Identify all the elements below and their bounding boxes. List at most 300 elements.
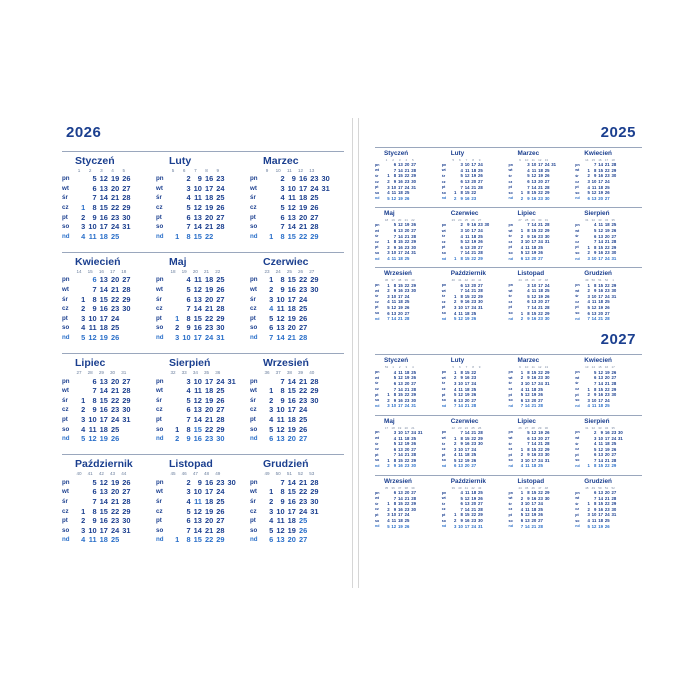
weekday-label: wt	[250, 184, 257, 192]
day-cell: 20	[598, 195, 604, 201]
weekday-label: śr	[375, 294, 379, 299]
day-cell: 15	[531, 369, 537, 375]
day-cell	[224, 507, 235, 516]
day-cell: 3	[520, 239, 524, 245]
day-number-group	[517, 387, 550, 392]
day-cell	[416, 441, 423, 446]
day-cell: 13	[193, 405, 202, 415]
weekday-label: śr	[508, 173, 512, 178]
day-cell: 15	[287, 487, 296, 497]
day-cell: 6	[393, 228, 397, 234]
day-cell: 1	[387, 282, 390, 288]
day-cell: 18	[99, 424, 108, 434]
day-cell: 12	[524, 392, 530, 398]
weekday-label: wt	[375, 496, 379, 501]
week-number: 29	[98, 370, 104, 376]
weekday-row	[250, 396, 338, 406]
day-cell: 25	[544, 167, 550, 173]
day-cell: 24	[216, 183, 225, 193]
week-number: 48	[544, 485, 549, 490]
day-cell: 26	[604, 190, 610, 196]
day-cell: 20	[110, 275, 120, 285]
day-cell: 10	[591, 397, 597, 403]
day-cell: 5	[81, 333, 86, 343]
day-cell: 9	[460, 441, 463, 447]
day-cell: 12	[99, 477, 108, 487]
day-cell: 5	[520, 392, 524, 398]
day-cell: 29	[122, 506, 131, 516]
day-cell: 10	[391, 512, 397, 518]
day-cell: 16	[464, 375, 470, 381]
day-cell: 30	[544, 316, 550, 322]
day-cell: 17	[404, 429, 410, 435]
day-cell: 12	[591, 190, 597, 196]
day-cell: 13	[276, 434, 285, 444]
month-name: Styczeń	[384, 357, 409, 365]
week-number: 52	[604, 278, 609, 283]
quarter-row	[375, 354, 642, 408]
day-number-group	[517, 370, 550, 375]
day-cell: 9	[280, 285, 285, 295]
week-number: 23	[451, 218, 455, 223]
day-cell: 8	[460, 369, 463, 375]
day-cell: 3	[280, 183, 285, 193]
day-cell: 8	[594, 167, 597, 173]
day-cell: 5	[594, 369, 597, 375]
week-number: 4	[412, 365, 414, 370]
day-cell: 22	[204, 424, 214, 434]
week-number: 44	[518, 278, 522, 283]
day-cell: 29	[411, 392, 416, 398]
day-cell: 4	[387, 256, 390, 262]
day-cell: 3	[387, 250, 390, 256]
day-cell: 26	[411, 441, 416, 447]
day-cell: 13	[598, 233, 604, 239]
week-number: 13	[309, 168, 315, 173]
day-cell: 12	[524, 250, 530, 256]
weekday-label: cz	[375, 239, 379, 244]
day-cell: 10	[524, 501, 530, 507]
day-cell: 27	[538, 518, 543, 524]
day-cell: 28	[538, 523, 543, 529]
day-cell: 3	[453, 446, 457, 452]
day-cell: 2	[269, 395, 274, 405]
day-cell	[517, 283, 524, 288]
day-cell: 27	[471, 463, 477, 469]
day-cell	[224, 535, 235, 544]
day-cell: 28	[471, 403, 477, 409]
day-cell: 9	[460, 299, 463, 305]
day-cell: 15	[464, 369, 470, 375]
day-cell	[119, 232, 130, 241]
day-number-group	[383, 250, 416, 255]
day-cell: 14	[598, 457, 604, 463]
day-cell: 9	[92, 212, 97, 222]
week-number: 13	[544, 158, 549, 162]
day-number-group	[74, 203, 130, 212]
day-number-group	[583, 190, 616, 195]
day-cell: 4	[393, 435, 397, 441]
day-cell: 7	[393, 452, 397, 458]
week-number: 28	[524, 218, 529, 223]
month-name: Wrzesień	[384, 477, 412, 485]
weekday-label: cz	[156, 204, 163, 212]
day-cell	[517, 436, 524, 441]
day-cell: 31	[310, 506, 319, 516]
day-number-group	[583, 430, 623, 435]
day-cell: 11	[464, 233, 470, 239]
day-number-group	[168, 516, 236, 525]
weekday-label: cz	[62, 204, 69, 212]
day-cell: 15	[398, 239, 403, 245]
day-cell: 6	[280, 212, 285, 222]
day-cell: 30	[310, 395, 319, 405]
day-cell: 28	[611, 380, 617, 386]
day-cell: 17	[398, 250, 403, 256]
day-number-group	[450, 294, 483, 299]
weekday-label: wt	[575, 168, 580, 173]
weekday-label: so	[156, 526, 164, 534]
day-cell: 15	[598, 463, 604, 469]
weekday-label: nd	[250, 232, 258, 240]
day-cell: 22	[204, 313, 214, 323]
day-cell: 12	[193, 506, 202, 516]
day-cell: 7	[92, 193, 97, 203]
weekday-label: pt	[62, 517, 68, 525]
year-heading-next: 2027	[600, 331, 636, 349]
day-cell: 30	[477, 299, 483, 305]
day-cell: 31	[477, 523, 483, 529]
day-number-group	[74, 333, 130, 342]
day-cell: 26	[471, 316, 477, 322]
day-cell: 30	[122, 212, 131, 222]
day-number-group	[74, 314, 130, 323]
day-cell: 17	[531, 457, 537, 463]
day-number-group	[583, 288, 616, 293]
weekday-label: so	[62, 324, 70, 332]
day-cell: 8	[460, 256, 463, 262]
day-cell: 13	[591, 310, 597, 316]
day-cell: 15	[598, 386, 604, 392]
day-cell: 6	[393, 446, 397, 452]
weekday-label: pn	[375, 222, 380, 227]
day-cell: 2	[175, 323, 180, 333]
day-cell: 31	[551, 162, 557, 168]
day-cell: 29	[411, 282, 416, 288]
day-cell: 27	[471, 397, 477, 403]
weekday-label: śr	[575, 173, 579, 178]
week-number: 42	[471, 485, 475, 490]
day-cell	[119, 434, 130, 443]
day-number-group	[383, 316, 416, 321]
day-cell: 25	[538, 463, 543, 469]
day-cell	[262, 203, 273, 212]
day-cell: 3	[460, 162, 463, 168]
month-block	[442, 478, 509, 529]
day-cell: 3	[175, 333, 180, 343]
day-cell: 14	[398, 495, 403, 501]
weekday-label: nd	[250, 536, 258, 544]
day-cell: 12	[88, 434, 97, 444]
day-cell: 23	[538, 195, 543, 201]
day-cell: 2	[520, 452, 524, 458]
day-cell	[610, 299, 617, 304]
day-cell: 4	[269, 304, 274, 314]
weekday-label: pn	[375, 370, 380, 375]
weekday-label: nd	[508, 256, 513, 261]
day-cell: 6	[186, 294, 191, 304]
day-cell: 8	[92, 294, 97, 304]
day-cell: 20	[471, 282, 477, 288]
day-cell: 11	[464, 167, 470, 173]
weekday-label: pn	[575, 370, 580, 375]
day-number-group	[168, 285, 224, 294]
weekday-label: pt	[441, 452, 446, 457]
weekday-label: pn	[575, 490, 580, 495]
day-cell: 2	[587, 392, 590, 398]
day-cell: 15	[531, 190, 537, 196]
day-cell: 26	[604, 523, 610, 529]
month-block	[156, 256, 250, 342]
day-cell: 26	[611, 369, 617, 375]
day-cell: 24	[204, 333, 214, 343]
day-cell: 21	[471, 288, 477, 294]
day-cell	[168, 507, 179, 516]
month-name: Listopad	[517, 270, 545, 278]
day-number-group	[168, 434, 236, 443]
day-cell: 16	[604, 429, 610, 435]
day-cell: 26	[122, 174, 131, 184]
day-cell: 4	[520, 463, 524, 469]
day-cell: 17	[464, 304, 470, 310]
day-cell: 26	[404, 523, 410, 529]
day-cell	[74, 377, 85, 386]
day-cell: 28	[477, 288, 483, 294]
month-block	[575, 270, 642, 321]
weekday-row	[509, 316, 573, 322]
day-cell: 22	[298, 231, 308, 241]
weekday-label: cz	[441, 507, 446, 512]
day-cell: 1	[520, 446, 524, 452]
month-block	[375, 357, 442, 408]
day-cell: 13	[398, 162, 403, 168]
weekday-label: pt	[62, 415, 68, 423]
day-number-group	[383, 370, 416, 375]
day-cell: 14	[193, 525, 202, 535]
day-cell: 29	[310, 275, 319, 285]
day-cell	[74, 184, 85, 193]
day-cell: 11	[525, 506, 530, 512]
day-cell: 12	[598, 446, 604, 452]
weekday-row	[250, 294, 338, 304]
weekday-label: nd	[575, 196, 580, 201]
weekday-label: nd	[156, 536, 164, 544]
day-cell: 6	[393, 162, 397, 168]
day-number-group	[168, 304, 224, 313]
day-cell: 19	[398, 523, 403, 529]
day-number-group	[450, 239, 490, 244]
day-cell: 3	[81, 414, 86, 424]
weekday-row	[250, 415, 338, 425]
day-cell	[543, 507, 550, 512]
day-cell: 5	[594, 228, 597, 234]
day-cell: 13	[524, 397, 530, 403]
day-number-group	[383, 392, 416, 397]
day-cell: 15	[464, 293, 470, 299]
day-cell: 21	[471, 429, 477, 435]
day-cell: 6	[453, 397, 457, 403]
week-number: 51	[598, 278, 602, 283]
day-cell: 7	[594, 239, 597, 245]
week-number: 2	[398, 365, 401, 370]
day-cell	[383, 375, 390, 380]
day-cell: 8	[92, 506, 97, 516]
week-number: 36	[264, 370, 270, 376]
day-cell: 18	[471, 167, 477, 173]
day-cell: 25	[477, 490, 483, 496]
day-cell: 16	[193, 323, 202, 333]
day-cell: 5	[393, 375, 397, 381]
day-cell: 11	[276, 516, 285, 526]
day-cell: 30	[544, 375, 550, 381]
day-cell: 27	[411, 162, 416, 168]
week-number: 11	[531, 158, 535, 162]
week-number: 42	[464, 278, 469, 283]
day-cell: 7	[92, 496, 97, 506]
weekday-row	[156, 174, 244, 184]
day-cell: 3	[269, 506, 274, 516]
weekday-row	[250, 386, 338, 396]
day-cell: 4	[387, 190, 390, 196]
day-cell: 19	[404, 375, 410, 381]
week-number: 18	[391, 425, 395, 430]
day-cell: 28	[604, 316, 610, 322]
weekday-label: pt	[62, 213, 68, 221]
week-number: 9	[519, 365, 521, 370]
day-cell: 16	[464, 441, 470, 447]
day-cell: 23	[611, 429, 617, 435]
weekday-row	[156, 275, 244, 285]
day-cell: 23	[110, 212, 120, 222]
day-cell	[409, 190, 416, 195]
day-cell	[476, 196, 483, 201]
day-number-group	[74, 487, 130, 496]
day-cell: 4	[460, 167, 463, 173]
day-number-group	[517, 196, 557, 201]
day-cell: 22	[538, 310, 543, 316]
weekday-row	[509, 196, 573, 202]
week-number: 19	[181, 269, 187, 275]
day-cell	[168, 304, 179, 313]
day-cell: 13	[464, 282, 470, 288]
day-cell: 14	[598, 239, 604, 245]
day-number-group	[517, 288, 550, 293]
day-cell	[583, 458, 590, 463]
week-number: 47	[192, 471, 198, 477]
month-name: Marzec	[517, 150, 540, 157]
day-cell	[476, 375, 483, 380]
day-cell: 20	[604, 233, 610, 239]
week-number: 31	[585, 425, 589, 430]
day-cell	[616, 447, 623, 452]
day-cell: 21	[604, 380, 610, 386]
week-number: 38	[404, 485, 408, 490]
day-cell	[213, 232, 224, 241]
day-cell: 11	[398, 369, 403, 375]
weekday-label: wt	[375, 288, 379, 293]
week-number: 52	[298, 471, 304, 477]
day-cell: 1	[520, 369, 524, 375]
day-number-group	[383, 452, 423, 457]
day-cell: 12	[591, 304, 597, 310]
weekday-row	[250, 487, 338, 497]
day-cell: 17	[99, 525, 108, 535]
day-cell: 27	[216, 212, 225, 222]
week-number: 32	[591, 218, 596, 223]
day-cell: 15	[398, 173, 403, 179]
weekday-label: śr	[156, 194, 162, 202]
day-cell: 11	[194, 275, 202, 285]
day-cell	[74, 487, 85, 496]
day-cell: 3	[81, 313, 86, 323]
day-cell: 27	[298, 323, 308, 333]
day-number-group	[517, 507, 550, 512]
weekday-label: cz	[508, 299, 513, 304]
day-cell: 19	[398, 195, 403, 201]
day-number-group	[583, 392, 616, 397]
day-cell: 10	[88, 222, 97, 232]
day-cell: 1	[175, 424, 180, 434]
month-block	[509, 357, 576, 408]
day-cell: 4	[453, 310, 457, 316]
day-cell: 12	[391, 304, 397, 310]
day-cell: 11	[598, 441, 604, 447]
day-cell: 4	[460, 233, 463, 239]
day-cell: 16	[464, 299, 470, 305]
weekday-label: nd	[375, 196, 380, 201]
day-cell	[476, 463, 483, 468]
weekday-label: pt	[250, 415, 256, 423]
day-cell: 6	[269, 434, 274, 444]
weekday-label: pt	[375, 392, 379, 397]
day-cell: 21	[604, 457, 610, 463]
week-number: 13	[585, 365, 589, 370]
weekday-label: cz	[62, 406, 69, 414]
day-number-group	[74, 497, 130, 506]
day-number-group	[383, 496, 416, 501]
day-cell: 2	[269, 496, 274, 506]
day-cell: 4	[587, 518, 590, 524]
day-number-group	[517, 299, 550, 304]
month-block	[442, 150, 509, 201]
day-cell	[307, 405, 318, 414]
quarter-row	[375, 267, 642, 321]
month-name: Czerwiec	[450, 417, 479, 425]
day-cell: 12	[598, 369, 604, 375]
week-number: 9	[519, 158, 521, 162]
day-cell: 19	[287, 525, 296, 535]
year-heading-prev: 2025	[600, 124, 636, 141]
day-cell: 25	[216, 193, 225, 203]
day-cell	[610, 179, 617, 184]
day-cell: 23	[538, 375, 543, 381]
day-number-group	[450, 250, 490, 255]
day-cell: 2	[453, 441, 457, 447]
weekday-row	[62, 304, 150, 314]
day-cell: 3	[393, 429, 397, 435]
weekday-row	[62, 525, 150, 535]
day-number-group	[450, 288, 483, 293]
